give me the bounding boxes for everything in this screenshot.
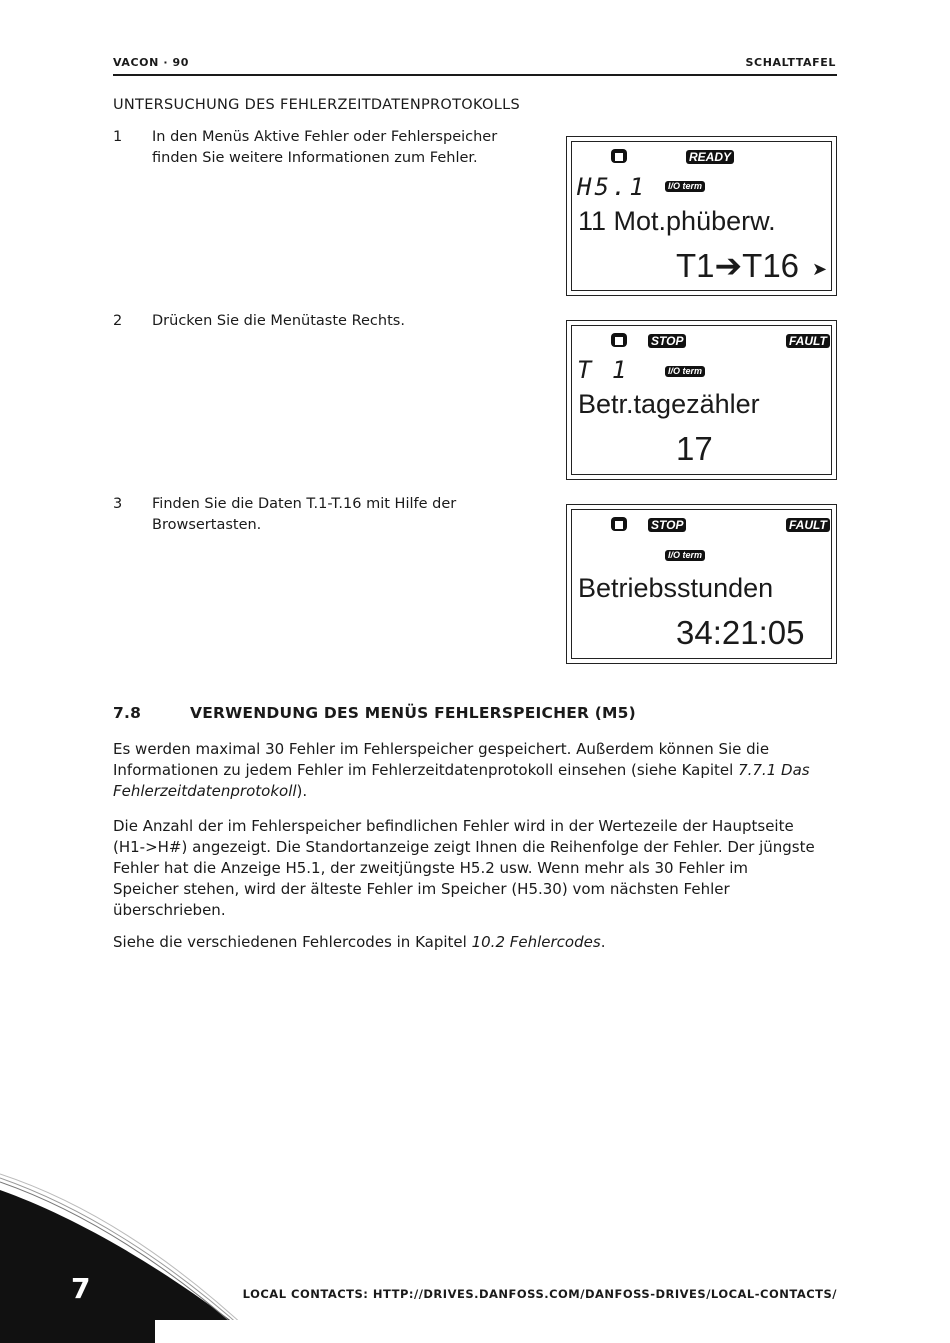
keypad-icon — [610, 148, 628, 168]
paragraph-text: Informationen zu jedem Fehler im Fehlerzeitdatenprotokoll einsehen (siehe Kapitel — [113, 761, 739, 779]
io-term-badge: I/O term — [665, 550, 705, 561]
keypad-display-3 — [566, 504, 837, 664]
subsection-title: VERWENDUNG DES MENÜS FEHLERSPEICHER (M5) — [190, 704, 636, 722]
stop-badge: STOP — [648, 334, 686, 348]
chapter-reference[interactable]: Fehlerzeitdatenprotokoll — [113, 782, 297, 800]
step-line: Drücken Sie die Menütaste Rechts. — [152, 313, 405, 329]
keypad-icon — [610, 516, 628, 536]
step-line: finden Sie weitere Informationen zum Fehler. — [152, 150, 478, 166]
step-line: Finden Sie die Daten T.1-T.16 mit Hilfe der — [152, 496, 457, 512]
paragraph-line — [113, 781, 843, 802]
value-line: T1➔T16 — [676, 247, 800, 284]
paragraph-line: Speicher stehen, wird der älteste Fehler im Speicher (H5.30) vom nächsten Fehler — [113, 880, 730, 898]
parameter-label: Betr.tagezähler — [578, 389, 760, 419]
fault-label: 11 Mot.phüberw. — [578, 206, 776, 236]
step-number: 1 — [113, 129, 123, 145]
value-line: 34:21:05 — [676, 614, 805, 651]
step-text — [152, 494, 542, 536]
chapter-reference[interactable]: 10.2 Fehlercodes — [471, 933, 601, 951]
paragraph-line: Es werden maximal 30 Fehler im Fehlerspeicher gespeichert. Außerdem können Sie die — [113, 740, 770, 758]
step-number: 2 — [113, 313, 123, 329]
chapter-reference[interactable]: 7.7.1 Das — [738, 761, 810, 779]
paragraph-3 — [113, 932, 843, 953]
paragraph-text: . — [600, 933, 606, 951]
step-line: Browsertasten. — [152, 517, 262, 533]
paragraph-2 — [113, 816, 843, 921]
header-divider — [113, 74, 837, 76]
step-text — [152, 127, 542, 169]
paragraph-1 — [113, 739, 843, 802]
header-left: VACON · 90 — [113, 56, 190, 69]
header-right: SCHALTTAFEL — [745, 56, 836, 69]
arrow-right-icon: ➤ — [812, 259, 828, 280]
paragraph-line: überschrieben. — [113, 901, 226, 919]
stop-badge: STOP — [648, 518, 686, 532]
subsection-number: 7.8 — [113, 704, 142, 722]
paragraph-line: Die Anzahl der im Fehlerspeicher befindlichen Fehler wird in der Wertezeile der Hauptseite — [113, 817, 794, 835]
section-title: UNTERSUCHUNG DES FEHLERZEITDATENPROTOKOLLS — [113, 97, 520, 113]
keypad-icon — [610, 332, 628, 352]
fault-badge: FAULT — [786, 334, 830, 348]
footer-contacts-link[interactable]: LOCAL CONTACTS: HTTP://DRIVES.DANFOSS.COM/DANFOSS-DRIVES/LOCAL-CONTACTS/ — [242, 1287, 837, 1301]
paragraph-line: Fehler hat die Anzeige H5.1, der zweitjüngste H5.2 usw. Wenn mehr als 30 Fehler im — [113, 859, 748, 877]
keypad-display-2 — [566, 320, 837, 480]
value-line: 17 — [676, 430, 713, 467]
paragraph-line — [113, 760, 843, 781]
ready-badge: READY — [686, 150, 734, 164]
keypad-display-1 — [566, 136, 837, 296]
page-number: 7 — [71, 1272, 91, 1305]
paragraph-text: Siehe die verschiedenen Fehlercodes in Kapitel — [113, 933, 472, 951]
step-line: In den Menüs Aktive Fehler oder Fehlerspeicher — [152, 129, 498, 145]
parameter-label: Betriebsstunden — [578, 573, 774, 603]
io-term-badge: I/O term — [665, 366, 705, 377]
io-term-badge: I/O term — [665, 181, 705, 192]
paragraph-text: ). — [296, 782, 308, 800]
step-text — [152, 311, 542, 332]
footer-swoosh-graphic — [0, 1170, 270, 1343]
location-code: T 1 — [577, 356, 630, 384]
fault-badge: FAULT — [786, 518, 830, 532]
location-code: H5.1 — [577, 173, 647, 201]
paragraph-line: (H1->H#) angezeigt. Die Standortanzeige zeigt Ihnen die Reihenfolge der Fehler. Der jüngste — [113, 838, 815, 856]
step-number: 3 — [113, 496, 123, 512]
